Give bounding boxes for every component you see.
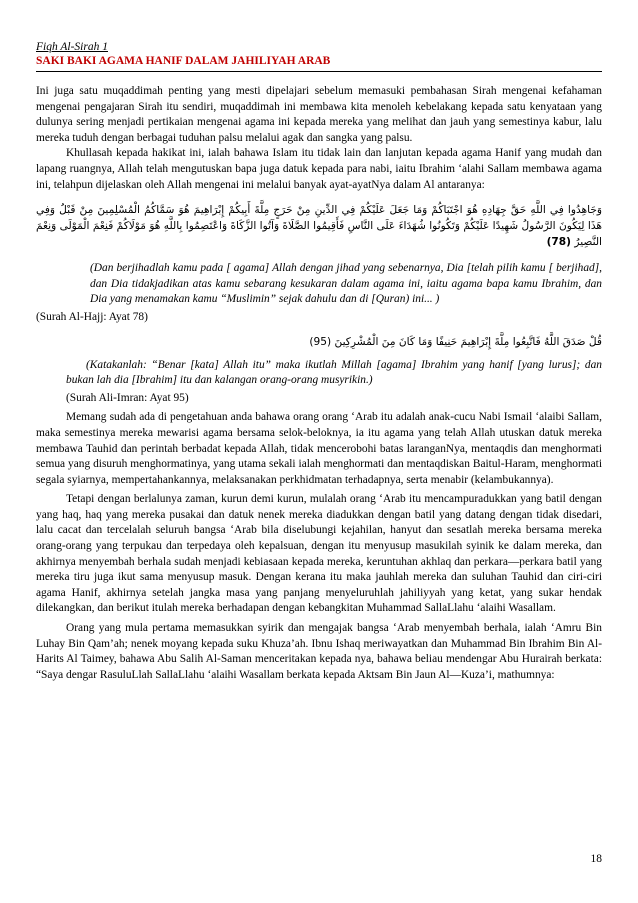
document-page — [36, 40, 602, 683]
paragraph-intro: Ini juga satu muqaddimah penting yang mesti dipelajari sebelum memasuki pembahasan Sirah mengenai kefahaman mengenai pengajaran Sirah itu sendiri, muqaddimah ini membawa kita menoleh kebelakang kepada satu kenyataan yang dulunya sering menjadi pertikaian mengenai agama ini kepada mereka yang melihat dan jauh yang semestinya kabur, lalu mereka tuduh dengan berbagai tuduhan palsu melalui agak dan sangka yang palsu. — [36, 85, 602, 144]
page-number: 18 — [590, 853, 602, 865]
chapter-title: SAKI BAKI AGAMA HANIF DALAM JAHILIYAH ARAB — [36, 55, 331, 67]
verse-hajj-number: (78) — [546, 236, 572, 249]
page-header — [36, 40, 602, 72]
verse-imran-source: (Surah Ali-Imran: Ayat 95) — [66, 391, 189, 404]
verse-hajj-translation: (Dan berjihadlah kamu pada [ agama] Allah dengan jihad yang sebenarnya, Dia [telah pilih kamu [ berjihad], dan Dia tidakjadikan atas kamu sebarang kesukaran dalam agama ini, iaitu agama bapa kamu Ibrahim, dan Dia yang menamakan kamu “Muslimin” sejak dahulu dan di [Quran) ini... ) — [90, 262, 602, 306]
verse-hajj-source: (Surah Al-Hajj: Ayat 78) — [36, 310, 148, 323]
paragraph-decline: Tetapi dengan berlalunya zaman, kurun demi kurun, mulalah orang ‘Arab itu mencampuradukkan yang batil dengan yang haq, haq yang mereka pusakai dan datuk nenek mereka diadukkan dengan batil yang datang dengan tidak disedari, lalu cacat dan tercelalah seluruh bangsa ‘Arab bila diselubungi kejahilan, hanyut dan sesatlah mereka bersama mereka orang-orang yang terpukau dan terpedaya oleh kepalsuan, dengan itu menyusup masukilah syinik ke dalam mereka, dan akhirnya menyembah berhala sudah menjadi kebiasaan kepada mereka, keruntuhan akhlaq dan perkara—perkara batil yang mereka tiru juga ikut sama menyusup masuk. Dengan kerana itu maka jauhlah mereka dan suluhan Tauhid dan ciri-ciri agama Hanif, akhirnya setelah jangka masa yang panjang menyeluruhlah jahiliyyah yang ketat, yang sukar hendak dilekangkan, dan berikut itulah mereka berhadapan dengan kebangkitan Muhammad SallaLlahu ‘alaihi Wasallam. — [36, 493, 602, 615]
paragraph-hanif: Khullasah kepada hakikat ini, ialah bahawa Islam itu tidak lain dan lanjutan kepada agama Hanif yang mudah dan lapang ruangnya, Allah telah mengutuskan bapa juga datuk kepada para nabi, iaitu Ibrahim ‘alahi Sallam membawa agama ini, telahpun dijelaskan oleh Allah mengenai ini melalui banyak ayat-ayatNya dalam Al antaranya: — [36, 147, 602, 191]
paragraph-amru: Orang yang mula pertama memasukkan syirik dan mengajak bangsa ‘Arab menyembah berhala, ialah ‘Amru Bin Luhay Bin Qam’ah; nenek moyang kepada suku Khuza’ah. Ibnu Ishaq meriwayatkan dan Muhammad Bin Ibrahim Bin Al-Harits Al Taimey, bahawa Abu Salih Al-Saman menceritakan kepada nya, bahawa beliau mendengar Abu Hurairah berkata: “Saya dengar RasuluLlah SallaLlahu ‘alaihi Wasallam berkata kepada Aktsam Bin Jaun Al—Kuza’i, mathumnya: — [36, 622, 602, 681]
series-title: Fiqh Al-Sirah 1 — [36, 41, 108, 53]
verse-imran-arabic: قُلْ صَدَقَ اللَّهُ فَاتَّبِعُوا مِلَّةَ إِبْرَاهِيمَ حَنِيفًا وَمَا كَانَ مِنَ الْمُشْرِكِينَ — [334, 335, 602, 348]
quran-verse-hajj — [36, 202, 602, 250]
verse-hajj-arabic: وَجَاهِدُوا فِي اللَّهِ حَقَّ جِهَادِهِ هُوَ اجْتَبَاكُمْ وَمَا جَعَلَ عَلَيْكُمْ فِي الدِّينِ مِنْ حَرَجٍ مِلَّةَ أَبِيكُمْ إِبْرَاهِيمَ هُوَ سَمَّاكُمُ الْمُسْلِمِينَ مِنْ قَبْلُ وَفِي هَذَا لِيَكُونَ الرَّسُولُ شَهِيدًا عَلَيْكُمْ وَتَكُونُوا شُهَدَاءَ عَلَى النَّاسِ فَأَقِيمُوا الصَّلَاةَ وَآتُوا الزَّكَاةَ وَاعْتَصِمُوا بِاللَّهِ هُوَ مَوْلَاكُمْ فَنِعْمَ الْمَوْلَى وَنِعْمَ النَّصِيرُ — [36, 204, 602, 249]
verse-imran-translation: (Katakanlah: “Benar [kata] Allah itu” maka ikutlah Millah [agama] Ibrahim yang hanif [yang lurus]; dan bukan lah dia [Ibrahim] itu dan kalangan orang-orang musyrikin.) — [66, 358, 602, 387]
verse-imran-number: (95) — [309, 335, 332, 348]
quran-verse-imran — [36, 334, 602, 350]
paragraph-ismail: Memang sudah ada di pengetahuan anda bahawa orang orang ‘Arab itu adalah anak-cucu Nabi Ismail ‘alaibi Sallam, maka semestinya mereka mewarisi agama bersama selok-beloknya, ia itu agama yang telah Allah utuskan datuk mereka membawa Tauhid dan perintah berbadat kepada Allah, tidak mencerobohi batas laranganNya, mentaqdis dan menghormati semua yang disuruh menghormatinya, yang utama sekali ialah menghormati dan mentaqdiskan Baitul-Haram, menghormati segala syiarnya, mempertahankannya, melaksanakan perkhidmatan terhadapnya, serta menabir (kelambukannya). — [36, 411, 602, 486]
